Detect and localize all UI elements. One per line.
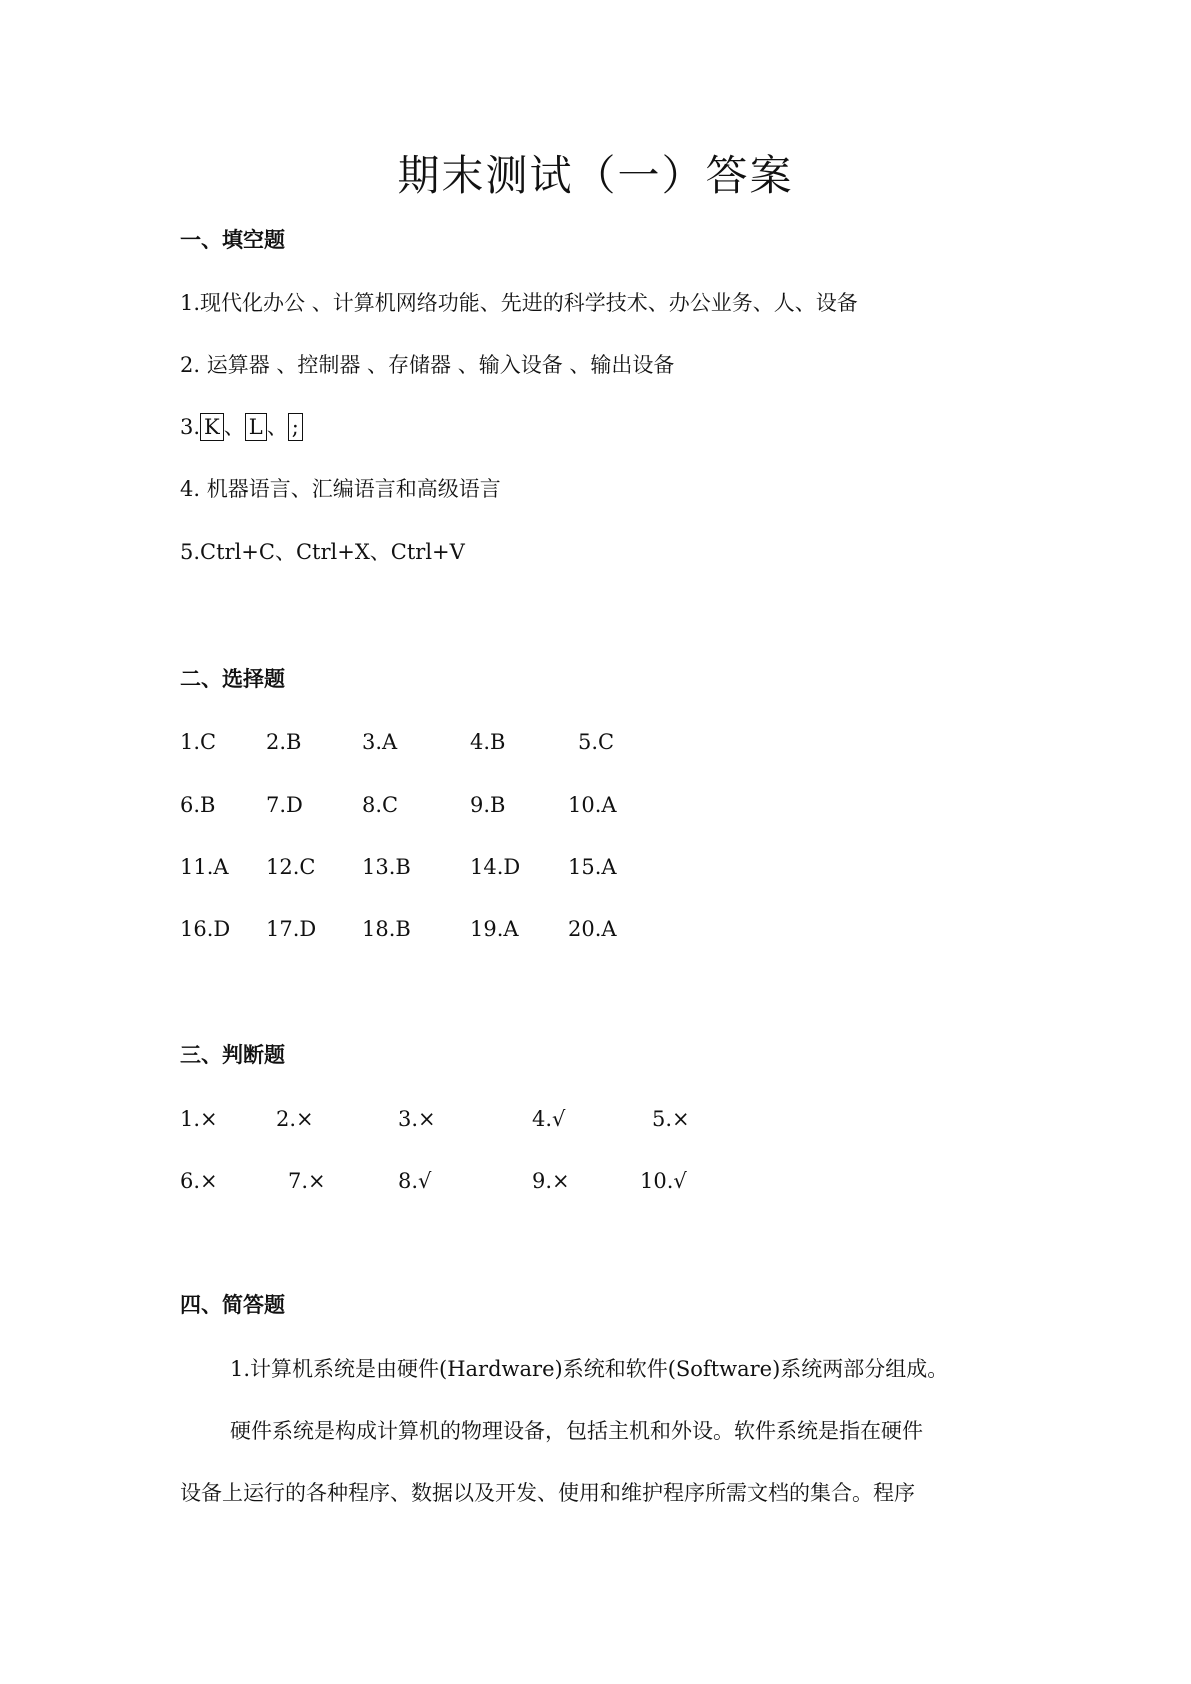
choice-answer: 8.C bbox=[362, 793, 399, 817]
fill-answer-1: 1.现代化办公 、计算机网络功能、先进的科学技术、办公业务、人、设备 bbox=[180, 291, 858, 315]
separator: 、 bbox=[223, 415, 245, 439]
choice-answer: 3.A bbox=[362, 730, 398, 754]
key-semicolon: ; bbox=[288, 413, 303, 441]
choice-answer: 20.A bbox=[568, 917, 617, 941]
choice-answer: 5.C bbox=[578, 730, 615, 754]
choice-answer: 14.D bbox=[470, 855, 521, 879]
judge-answer: 1.× bbox=[180, 1107, 218, 1131]
page-title: 期末测试（一）答案 bbox=[397, 151, 794, 200]
choice-answer: 19.A bbox=[470, 917, 519, 941]
key-l: L bbox=[245, 413, 267, 441]
separator: 、 bbox=[266, 415, 288, 439]
choice-answer: 9.B bbox=[470, 793, 506, 817]
judge-answer: 2.× bbox=[276, 1107, 314, 1131]
judge-answer: 3.× bbox=[398, 1107, 436, 1131]
choice-answer: 4.B bbox=[470, 730, 506, 754]
section-heading-choice: 二、选择题 bbox=[180, 667, 285, 691]
choice-answer: 1.C bbox=[180, 730, 217, 754]
section-heading-short: 四、简答题 bbox=[180, 1293, 285, 1317]
judge-answer: 9.× bbox=[532, 1169, 570, 1193]
choice-answer: 6.B bbox=[180, 793, 216, 817]
choice-answer: 11.A bbox=[180, 855, 229, 879]
judge-answer: 5.× bbox=[652, 1107, 690, 1131]
choice-answer: 10.A bbox=[568, 793, 617, 817]
section-heading-fill: 一、填空题 bbox=[180, 228, 285, 252]
choice-answer: 12.C bbox=[266, 855, 316, 879]
choice-answer: 7.D bbox=[266, 793, 303, 817]
section-heading-judge: 三、判断题 bbox=[180, 1043, 285, 1067]
choice-answer: 2.B bbox=[266, 730, 302, 754]
fill-answer-5: 5.Ctrl+C、Ctrl+X、Ctrl+V bbox=[180, 540, 465, 564]
choice-answer: 15.A bbox=[568, 855, 617, 879]
fill-answer-4: 4. 机器语言、汇编语言和高级语言 bbox=[180, 477, 501, 501]
short-answer-line: 设备上运行的各种程序、数据以及开发、使用和维护程序所需文档的集合。程序 bbox=[180, 1481, 915, 1505]
key-k: K bbox=[200, 413, 224, 441]
fill-answer-3-number: 3. bbox=[180, 415, 201, 439]
choice-answer: 13.B bbox=[362, 855, 411, 879]
choice-answer: 16.D bbox=[180, 917, 231, 941]
judge-answer: 10.√ bbox=[640, 1169, 687, 1193]
judge-answer: 6.× bbox=[180, 1169, 218, 1193]
short-answer-line: 硬件系统是构成计算机的物理设备，包括主机和外设。软件系统是指在硬件 bbox=[230, 1419, 923, 1443]
judge-answer: 4.√ bbox=[532, 1107, 566, 1131]
judge-answer: 8.√ bbox=[398, 1169, 432, 1193]
fill-answer-2: 2. 运算器 、控制器 、存储器 、输入设备 、输出设备 bbox=[180, 353, 675, 377]
choice-answer: 17.D bbox=[266, 917, 317, 941]
short-answer-line: 1.计算机系统是由硬件(Hardware)系统和软件(Software)系统两部分组成。 bbox=[230, 1357, 949, 1381]
fill-answer-3 bbox=[180, 412, 303, 442]
judge-answer: 7.× bbox=[288, 1169, 326, 1193]
choice-answer: 18.B bbox=[362, 917, 411, 941]
